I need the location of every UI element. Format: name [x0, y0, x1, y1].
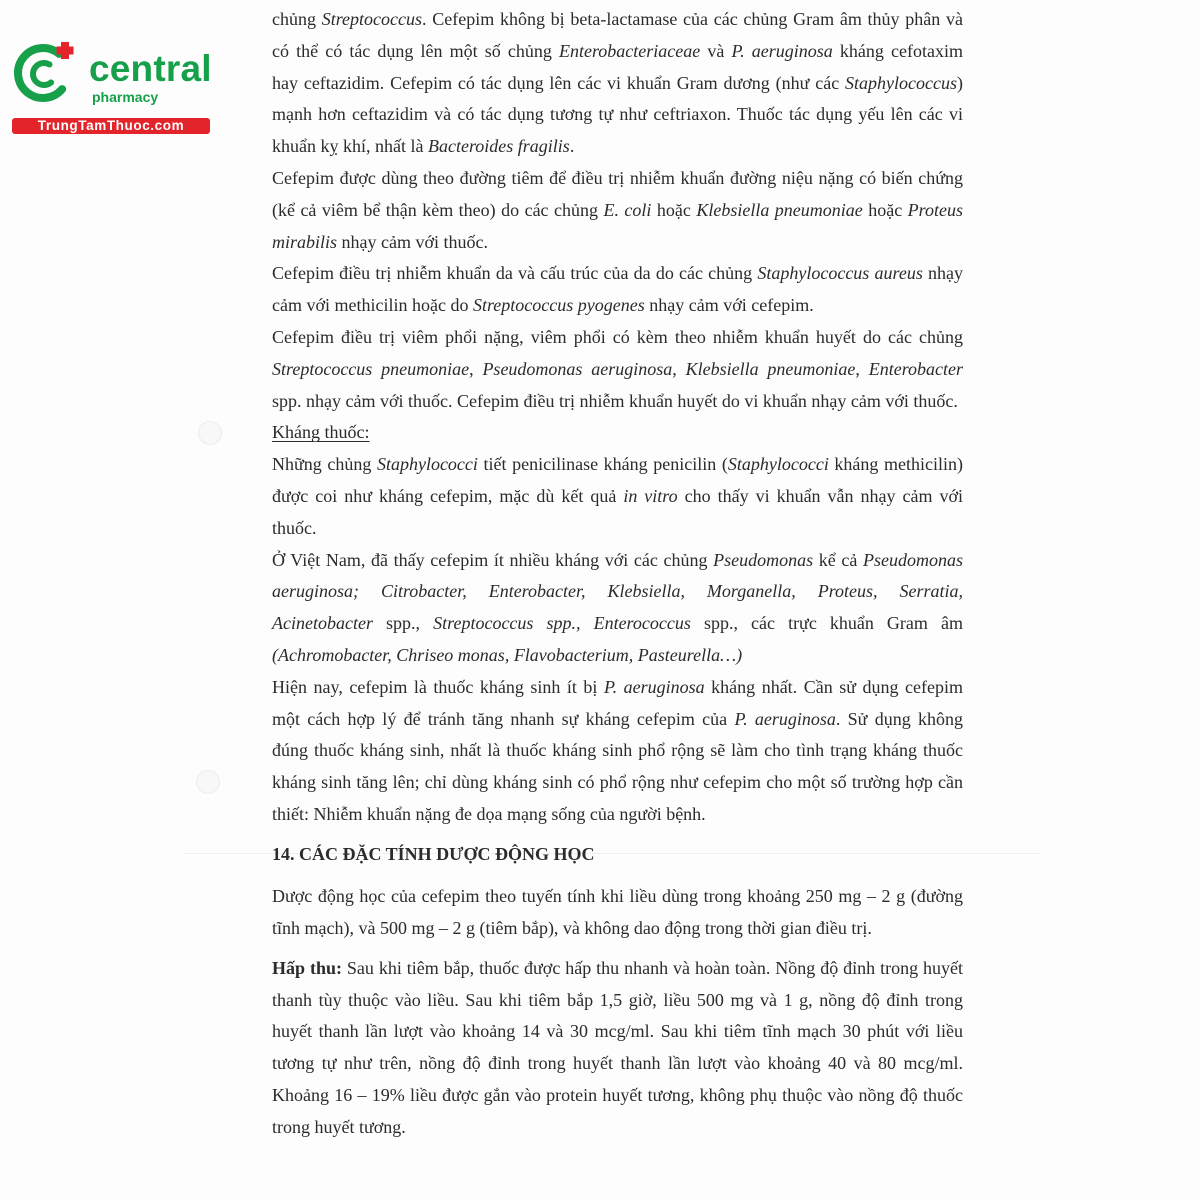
- text-run: spp. nhạy cảm với thuốc. Cefepim điều trị nhiễm khuẩn huyết do vi khuẩn nhạy cảm với thuốc.: [272, 390, 958, 411]
- italic-term: in vitro: [623, 485, 678, 506]
- text-run: kháng methicilin): [828, 454, 963, 475]
- text-run: thanh tùy thuộc vào liều. Sau khi tiêm bắp 1,5 giờ, liều 500 mg và 1 g, nồng độ đỉnh trong: [272, 989, 963, 1010]
- text-line: [272, 4, 963, 36]
- text-line: [272, 417, 963, 449]
- text-run: và: [700, 40, 732, 61]
- text-line: [272, 195, 963, 227]
- brand-name: central: [89, 48, 212, 89]
- text-line: [272, 985, 963, 1017]
- text-line: [272, 36, 963, 68]
- brand-website-banner: [12, 118, 210, 134]
- text-line: [272, 767, 963, 799]
- italic-term: mirabilis: [272, 231, 338, 252]
- text-run: Sau khi tiêm bắp, thuốc được hấp thu nhanh và hoàn toàn. Nồng độ đỉnh trong huyết: [341, 957, 964, 978]
- paragraph: [272, 163, 963, 258]
- italic-term: Streptococcus: [321, 9, 423, 29]
- text-run: cho thấy vi khuẩn vẫn nhạy cảm với: [677, 485, 963, 506]
- text-run: spp., các trực khuẩn Gram âm: [690, 613, 963, 634]
- italic-term: Pseudomonas aeruginosa: [482, 358, 673, 379]
- brand-website-text: TrungTamThuoc.com: [37, 118, 185, 133]
- text-run: ,: [855, 358, 869, 379]
- text-line: [272, 227, 963, 259]
- text-run: mạnh hơn ceftazidim và có tác dụng tương tự như ceftriaxon. Thuốc tác dụng yếu lên các vi: [272, 104, 963, 125]
- italic-term: P. aeruginosa: [731, 40, 833, 61]
- text-run: kháng cefotaxim: [832, 40, 963, 61]
- text-line: [272, 545, 963, 577]
- text-line: [272, 481, 963, 513]
- text-run: kháng sinh tăng lên; chỉ dùng kháng sinh có phổ rộng như cefepim cho một số trường hợp cần: [272, 772, 963, 793]
- brand-logo: [0, 0, 230, 145]
- text-run: nhạy cảm với cefepim.: [644, 295, 814, 316]
- text-line: [272, 99, 963, 131]
- italic-term: Streptococcus spp., Enterococcus: [433, 613, 691, 634]
- italic-term: Bacteroides fragilis: [427, 136, 570, 157]
- section-heading: [272, 839, 963, 871]
- text-line: [272, 640, 963, 672]
- text-run: .: [569, 136, 575, 157]
- text-run: thiết: Nhiễm khuẩn nặng đe dọa mạng sống của người bệnh.: [272, 803, 706, 824]
- text-run: Những chủng: [272, 454, 377, 475]
- text-line: [272, 258, 963, 290]
- text-line: [272, 163, 963, 195]
- italic-term: P. aeruginosa: [603, 676, 705, 697]
- text-run: hoặc: [651, 199, 697, 220]
- text-run: cảm với methicilin hoặc do: [272, 295, 473, 316]
- paragraph: [272, 417, 963, 449]
- text-run: trong huyết tương.: [272, 1116, 406, 1137]
- text-run: huyết thanh lần lượt vào khoảng 14 và 30 mcg/ml. Sau khi tiêm tĩnh mạch 30 phút với liều: [272, 1021, 963, 1042]
- text-run: Hiện nay, cefepim là thuốc kháng sinh ít bị: [272, 676, 604, 697]
- italic-term: Staphylococcus: [845, 72, 957, 93]
- text-run: spp.,: [372, 613, 434, 634]
- text-line: [272, 386, 963, 418]
- text-line: [272, 68, 963, 100]
- italic-term: (Achromobacter, Chriseo monas, Flavobacterium, Pasteurella…): [272, 644, 743, 665]
- brand-subtitle: pharmacy: [92, 89, 159, 105]
- text-run: tiết penicilinase kháng penicilin (: [477, 454, 728, 475]
- text-run: khuẩn kỵ khí, nhất là: [272, 136, 428, 157]
- text-run: nhạy cảm với thuốc.: [337, 231, 488, 252]
- italic-term: aeruginosa; Citrobacter, Enterobacter, Klebsiella, Morganella, Proteus, Serratia,: [272, 581, 963, 602]
- italic-term: Proteus: [907, 199, 963, 220]
- text-run: . Sử dụng không: [835, 708, 963, 729]
- text-line: [272, 1048, 963, 1080]
- italic-term: Pseudomonas: [863, 549, 964, 570]
- bold-label: Hấp thu:: [272, 957, 342, 978]
- text-line: [272, 449, 963, 481]
- text-run: một cách hợp lý để tránh tăng nhanh sự kháng cefepim của: [272, 708, 735, 729]
- paragraph: [272, 322, 963, 417]
- paragraph: [272, 449, 963, 544]
- text-run: kháng nhất. Cần sử dụng cefepim: [704, 676, 963, 697]
- text-run: kể cả: [813, 549, 864, 570]
- italic-term: P. aeruginosa: [734, 708, 836, 729]
- italic-term: Enterobacteriaceae: [558, 40, 701, 61]
- text-run: Dược động học của cefepim theo tuyến tính khi liều dùng trong khoảng 250 mg – 2 g (đường: [272, 885, 963, 906]
- text-line: [272, 322, 963, 354]
- text-run: thuốc.: [272, 517, 317, 538]
- text-run: hay ceftazidim. Cefepim có tác dụng lên các vi khuẩn Gram dương (như các: [272, 72, 846, 93]
- paragraph: [272, 545, 963, 672]
- text-run: chủng: [272, 9, 322, 29]
- text-line: [272, 881, 963, 913]
- punch-hole-mark: [198, 421, 222, 445]
- text-line: [272, 672, 963, 704]
- text-run: . Cefepim không bị beta-lactamase của các chủng Gram âm thủy phân và: [422, 9, 963, 29]
- text-line: [272, 799, 963, 831]
- text-line: [272, 608, 963, 640]
- italic-term: Staphylococci: [727, 454, 829, 475]
- text-line: [272, 354, 963, 386]
- italic-term: Staphylococci: [376, 454, 478, 475]
- text-run: có thể có tác dụng lên một số chủng: [272, 40, 559, 61]
- text-run: tĩnh mạch), và 500 mg – 2 g (tiêm bắp), và không dao động trong thời gian điều trị.: [272, 917, 872, 938]
- text-run: tương tự như trên, nồng độ đỉnh trong huyết thanh lần lượt vào khoảng 40 và 80 mcg/ml.: [272, 1053, 963, 1074]
- punch-hole-mark: [196, 770, 220, 794]
- italic-term: Streptococcus pneumoniae: [272, 358, 470, 379]
- italic-term: Klebsiella pneumoniae: [696, 199, 863, 220]
- document-page-text: [272, 4, 963, 1144]
- text-run: Cefepim được dùng theo đường tiêm để điều trị nhiễm khuẩn đường niệu nặng có biến chứng: [272, 167, 963, 188]
- text-run: Ở Việt Nam, đã thấy cefepim ít nhiều kháng với các chủng: [272, 549, 714, 570]
- text-run: nhạy: [922, 263, 963, 284]
- paragraph: [272, 4, 963, 163]
- text-line: [272, 290, 963, 322]
- text-run: Cefepim điều trị nhiễm khuẩn da và cấu trúc của da do các chủng: [272, 263, 758, 284]
- section-heading-text: 14. CÁC ĐẶC TÍNH DƯỢC ĐỘNG HỌC: [272, 843, 595, 864]
- text-run: ,: [469, 358, 483, 379]
- text-line: [272, 1016, 963, 1048]
- text-run: Cefepim điều trị viêm phổi nặng, viêm phổi có kèm theo nhiễm khuẩn huyết do các chủng: [272, 326, 963, 347]
- text-run: ,: [672, 358, 686, 379]
- text-line: [272, 576, 963, 608]
- text-run: ): [957, 72, 963, 93]
- text-line: [272, 1112, 963, 1144]
- text-run: hoặc: [862, 199, 908, 220]
- text-run: đúng thuốc kháng sinh, nhất là thuốc kháng sinh phổ rộng sẽ làm cho tình trạng kháng thuốc: [272, 740, 963, 761]
- pharmacy-cross-logo-icon: [10, 38, 80, 104]
- paragraph: [272, 672, 963, 831]
- text-line: [272, 735, 963, 767]
- text-line: [272, 839, 963, 871]
- italic-term: Klebsiella pneumoniae: [685, 358, 856, 379]
- text-line: [272, 1080, 963, 1112]
- text-line: [272, 953, 963, 985]
- italic-term: Staphylococcus aureus: [757, 263, 923, 284]
- text-line: [272, 513, 963, 545]
- italic-term: Acinetobacter: [272, 613, 373, 634]
- underlined-subheading: Kháng thuốc:: [272, 422, 370, 443]
- italic-term: Streptococcus pyogenes: [472, 295, 645, 316]
- italic-term: E. coli: [603, 199, 652, 220]
- text-line: [272, 704, 963, 736]
- text-run: được coi như kháng cefepim, mặc dù kết quả: [272, 485, 624, 506]
- text-line: [272, 131, 963, 163]
- text-line: [272, 913, 963, 945]
- paragraph: [272, 953, 963, 1144]
- italic-term: Enterobacter: [868, 358, 964, 379]
- paragraph: [272, 258, 963, 322]
- italic-term: Pseudomonas: [713, 549, 814, 570]
- paragraph: [272, 881, 963, 945]
- text-run: (kể cả viêm bể thận kèm theo) do các chủng: [272, 199, 604, 220]
- text-run: Khoảng 16 – 19% liều được gắn vào protein huyết tương, không phụ thuộc vào nồng độ thuốc: [272, 1085, 963, 1106]
